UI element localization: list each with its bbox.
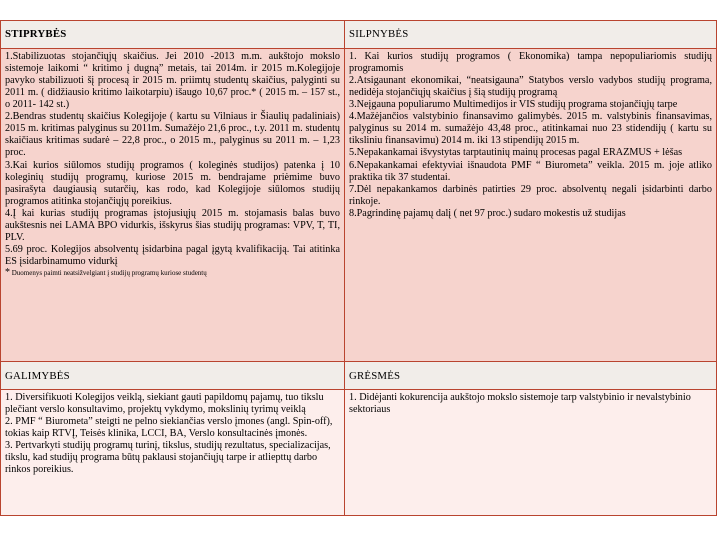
opportunities-cell (1, 389, 345, 515)
strength-item: 2.Bendras studentų skaičius Kolegijoje ( kartu su Vilniaus ir Šiaulių padaliniais) 2015 m. kritimas palyginus su 2011m. Sumažėjo 21,6 proc., t.y. 2011 m. studentų skaičiaus kritimas sudarė – 22,8 proc., o 2015 m., palyginus su 2011 m. – 1,23 proc. (5, 111, 340, 159)
opportunities-header: GALIMYBĖS (5, 369, 70, 382)
weakness-item: 6.Nepakankamai efektyviai išnaudota PMF “ Biurometa” veikla. 2015 m. joje atliko praktika tik 37 studentai. (349, 159, 712, 183)
strength-item: 3.Kai kurios siūlomos studijų programos ( koleginės studijos) patenka į 10 koleginių studijų programų, kuriose 2015 m. bendrajame priėmime buvo pasirašyta daugiausią sutarčių, kas rodo, kad Kolegijoje siūlomos studijų programos atitinka stojančiųjų poreikius. (5, 159, 340, 207)
weakness-item: 3.Neįgauna populiarumo Multimedijos ir VIS studijų programa stojančiųjų tarpe (349, 99, 678, 111)
strengths-footnote (5, 268, 340, 278)
threats-cell (345, 389, 717, 515)
strength-item: 1.Stabilizuotas stojančiųjų skaičius. Jei 2010 -2013 m.m. aukštojo mokslo sistemoje laikomi “ kritimo į dugną” metais, tai 2014m. ir 2015 m.Kolegijoje pavyko stabilizuoti šį procesą ir 2015 m. priimtų studentų skaičius, palyginti su 2011 m. ( didžiausio kritimo laikotarpiu) išaugo 10,67 proc.* ( 2015 m. – 157 st., o 2011- 142 st.) (5, 50, 340, 111)
weaknesses-header: SILPNYBĖS (349, 28, 409, 41)
threats-header: GRĖSMĖS (349, 369, 401, 382)
strength-item: 4.Į kai kurias studijų programas įstojusiųjų 2015 m. stojamasis balas buvo aukštesnis nei LAMA BPO vidurkis, išskyrus šias studijų programas: VPV, T, TI, PLV. (5, 207, 340, 244)
content-row-bottom (1, 389, 717, 515)
weakness-item: 5.Nepakankamai išvystytas tarptautinių mainų procesas pagal ERAZMUS + lėšas (349, 147, 683, 159)
weakness-item: 7.Dėl nepakankamos darbinės patirties 29 proc. absolventų negali įsidarbinti darbo rinkoje. (349, 183, 712, 207)
opportunity-item: 3. Pertvarkyti studijų programų turinį, tikslus, studijų rezultatus, specializacijas, tikslu, kad studijų programa būtų paklausi stojančiųjų tarpe ir atliepttų darbo rinkos poreikius. (5, 440, 331, 476)
swot-table (0, 20, 717, 516)
footnote-mark: * (5, 267, 10, 279)
threat-item: 1. Didėjanti kokurencija aukštojo mokslo sistemoje tarp valstybinio ir nevalstybinio sektoriaus (349, 391, 691, 415)
opportunity-item: 2. PMF “ Biurometa” steigti ne pelno siekiančias verslo įmones (angl. Spin-off), tokias kaip RTVĮ, Teisės klinika, LCCI, BA, Verslo konsultacinės įmonės. (5, 416, 333, 440)
header-row-top (1, 21, 717, 49)
weakness-item: 1. Kai kurios studijų programos ( Ekonomika) tampa nepopuliariomis studijų programomis (349, 50, 712, 74)
weaknesses-cell (345, 48, 717, 362)
strengths-header: STIPRYBĖS (5, 28, 67, 41)
strength-item: 5.69 proc. Kolegijos absolventų įsidarbina pagal įgytą kvalifikaciją. Tai atitinka ES įsidarbinamumo vidurkį (5, 244, 340, 268)
opportunities-header-cell (1, 362, 345, 390)
threats-header-cell (345, 362, 717, 390)
weaknesses-header-cell (345, 21, 717, 49)
weakness-item: 4.Mažėjančios valstybinio finansavimo galimybės. 2015 m. valstybinis finansavimas, palyginus su 2014 m. sumažėjo 43,48 proc., atitinkamai nuo 23 stidendijų ( kartu su tiksliniu finansavimu) 2014 m. iki 13 stipendijų 2015 m. (349, 111, 712, 147)
header-row-bottom (1, 362, 717, 390)
strengths-header-cell (1, 21, 345, 49)
weakness-item: 2.Atsigaunant ekonomikai, “neatsigauna” Statybos verslo vadybos studijų programa, nedidėja stojančiųjų skaičius į šią studijų programą (349, 74, 712, 98)
strengths-cell (1, 48, 345, 362)
footnote-text: Duomenys paimti neatsižvelgiant į studijų programų kuriose studentų (11, 269, 207, 278)
opportunity-item: 1. Diversifikuoti Kolegijos veiklą, siekiant gauti papildomų pajamų, tuo tikslu plečiant verslo konsultavimo, projektų vykdymo, mokslinių tyrimų veiklą (5, 391, 324, 415)
weakness-item: 8.Pagrindinę pajamų dalį ( net 97 proc.) sudaro mokestis už studijas (349, 207, 626, 219)
content-row-top (1, 48, 717, 362)
